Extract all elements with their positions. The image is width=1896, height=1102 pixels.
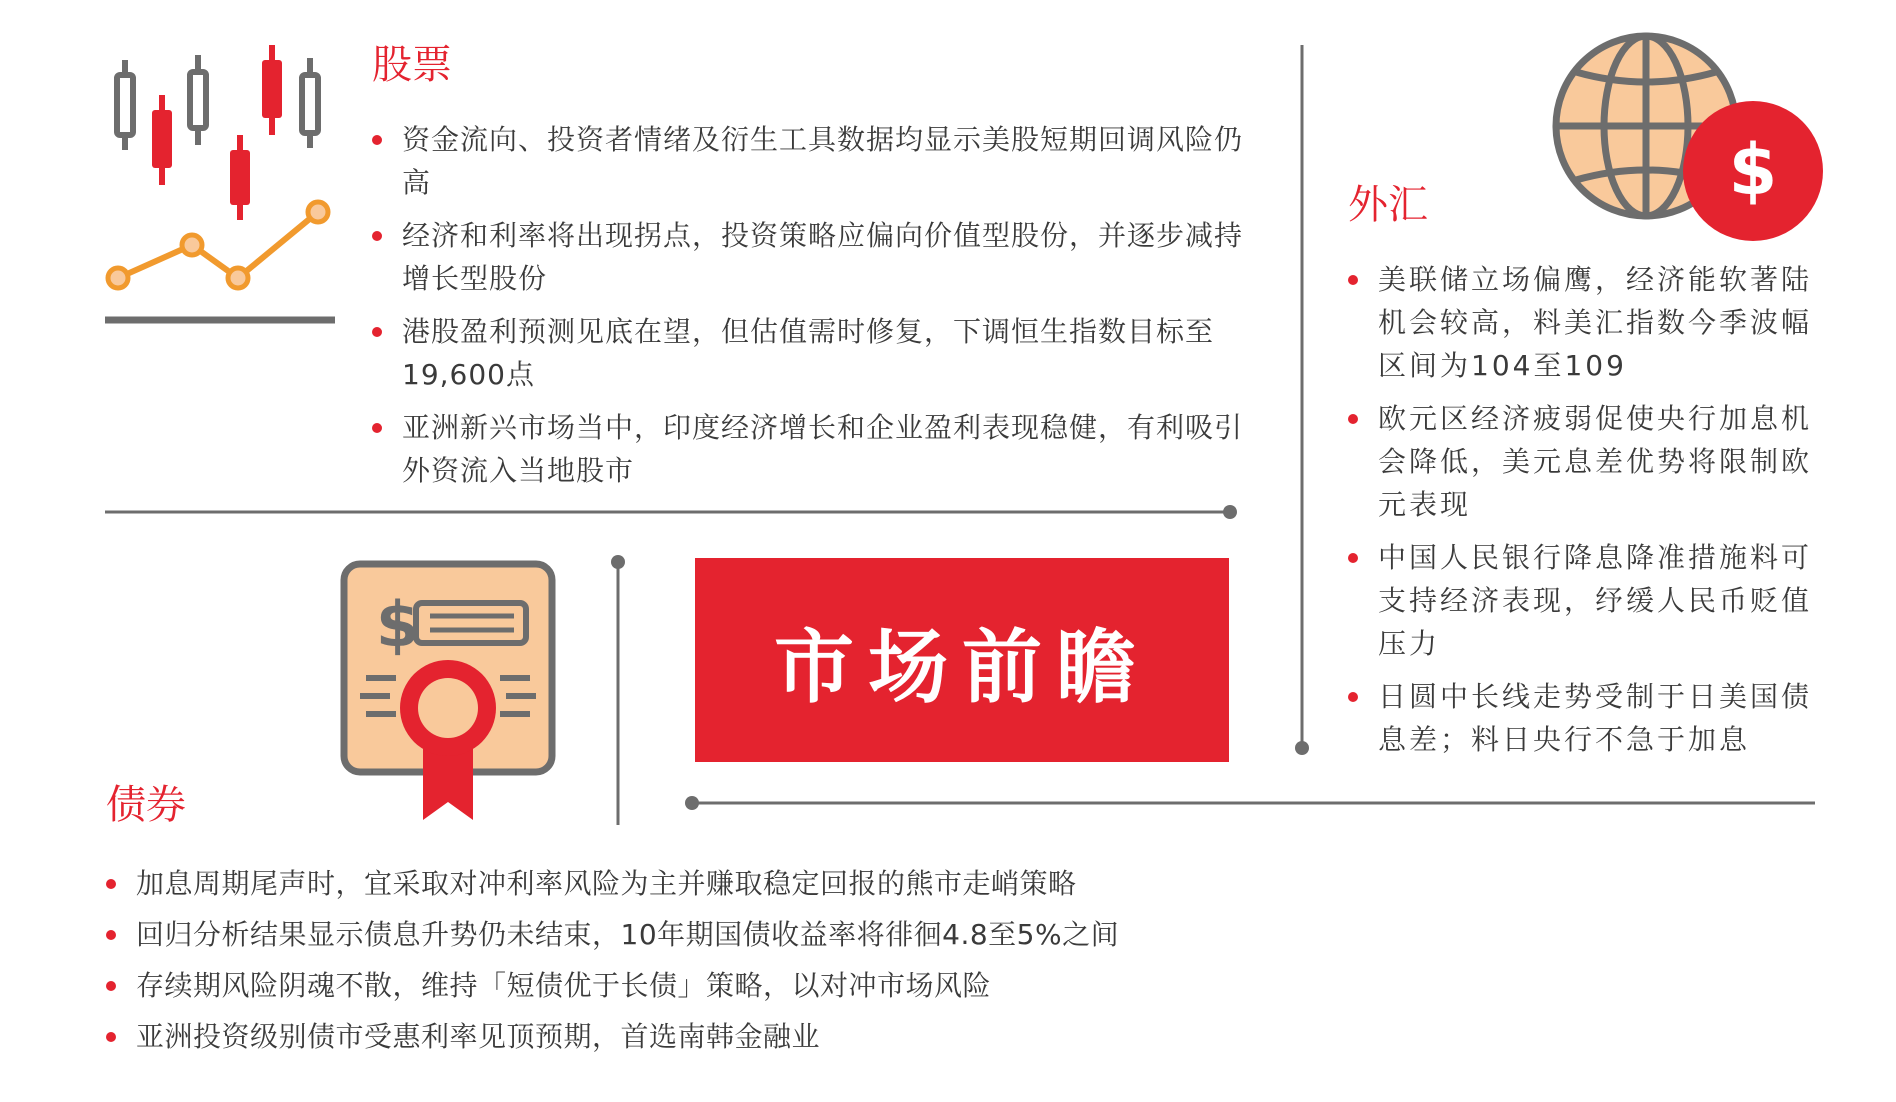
list-item-text: 港股盈利预测见底在望，但估值需时修复，下调恒生指数目标至19,600点 (402, 315, 1215, 391)
list-item-text: 亚洲投资级别债市受惠利率见顶预期，首选南韩金融业 (136, 1020, 821, 1053)
list-item-text: 欧元区经济疲弱促使央行加息机会降低，美元息差优势将限制欧元表现 (1378, 402, 1813, 521)
list-item-text: 日圆中长线走势受制于日美国债息差；料日央行不急于加息 (1378, 680, 1813, 756)
list-item (1348, 258, 1826, 387)
list-item-text: 亚洲新兴市场当中，印度经济增长和企业盈利表现稳健，有利吸引外资流入当地股市 (402, 411, 1244, 487)
bullet-dot (1348, 692, 1358, 702)
fx-title: 外汇 (1348, 182, 1428, 228)
fx-list (1348, 258, 1826, 771)
list-item-text: 美联储立场偏鹰，经济能软著陆机会较高，料美汇指数今季波幅区间为104至109 (1378, 263, 1813, 382)
list-item-text: 经济和利率将出现拐点，投资策略应偏向价值型股份，并逐步减持增长型股份 (402, 219, 1244, 295)
bonds-list (106, 862, 1306, 1066)
bullet-dot (106, 879, 116, 889)
bullet-dot (1348, 275, 1358, 285)
list-item (106, 1015, 1306, 1058)
stocks-title: 股票 (372, 42, 452, 88)
dollar-sign-label: $ (376, 588, 420, 661)
list-item (106, 913, 1306, 956)
dollar-sign-label: $ (1728, 129, 1778, 211)
bullet-dot (106, 1032, 116, 1042)
list-item-text: 存续期风险阴魂不散，维持「短债优于长债」策略，以对冲市场风险 (136, 969, 992, 1002)
list-item (106, 964, 1306, 1007)
list-item-text: 加息周期尾声时，宜采取对冲利率风险为主并赚取稳定回报的熊市走峭策略 (136, 867, 1077, 900)
list-item-text: 回归分析结果显示债息升势仍未结束，10年期国债收益率将徘徊4.8至5%之间 (136, 918, 1120, 951)
bullet-dot (1348, 414, 1358, 424)
list-item-text: 中国人民银行降息降准措施料可支持经济表现，纾缓人民币贬值压力 (1378, 541, 1813, 660)
hero-banner (695, 558, 1229, 762)
list-item (1348, 536, 1826, 665)
list-item (106, 862, 1306, 905)
list-item-text: 资金流向、投资者情绪及衍生工具数据均显示美股短期回调风险仍高 (402, 123, 1244, 199)
bullet-dot (106, 981, 116, 991)
bullet-dot (1348, 553, 1358, 563)
bonds-title: 债券 (106, 782, 186, 828)
bullet-dot (106, 930, 116, 940)
bond-certificate-icon (338, 558, 558, 828)
list-item (1348, 397, 1826, 526)
globe-dollar-icon (1538, 24, 1828, 244)
hero-title: 市场前瞻 (774, 620, 1150, 714)
list-item (1348, 675, 1826, 761)
